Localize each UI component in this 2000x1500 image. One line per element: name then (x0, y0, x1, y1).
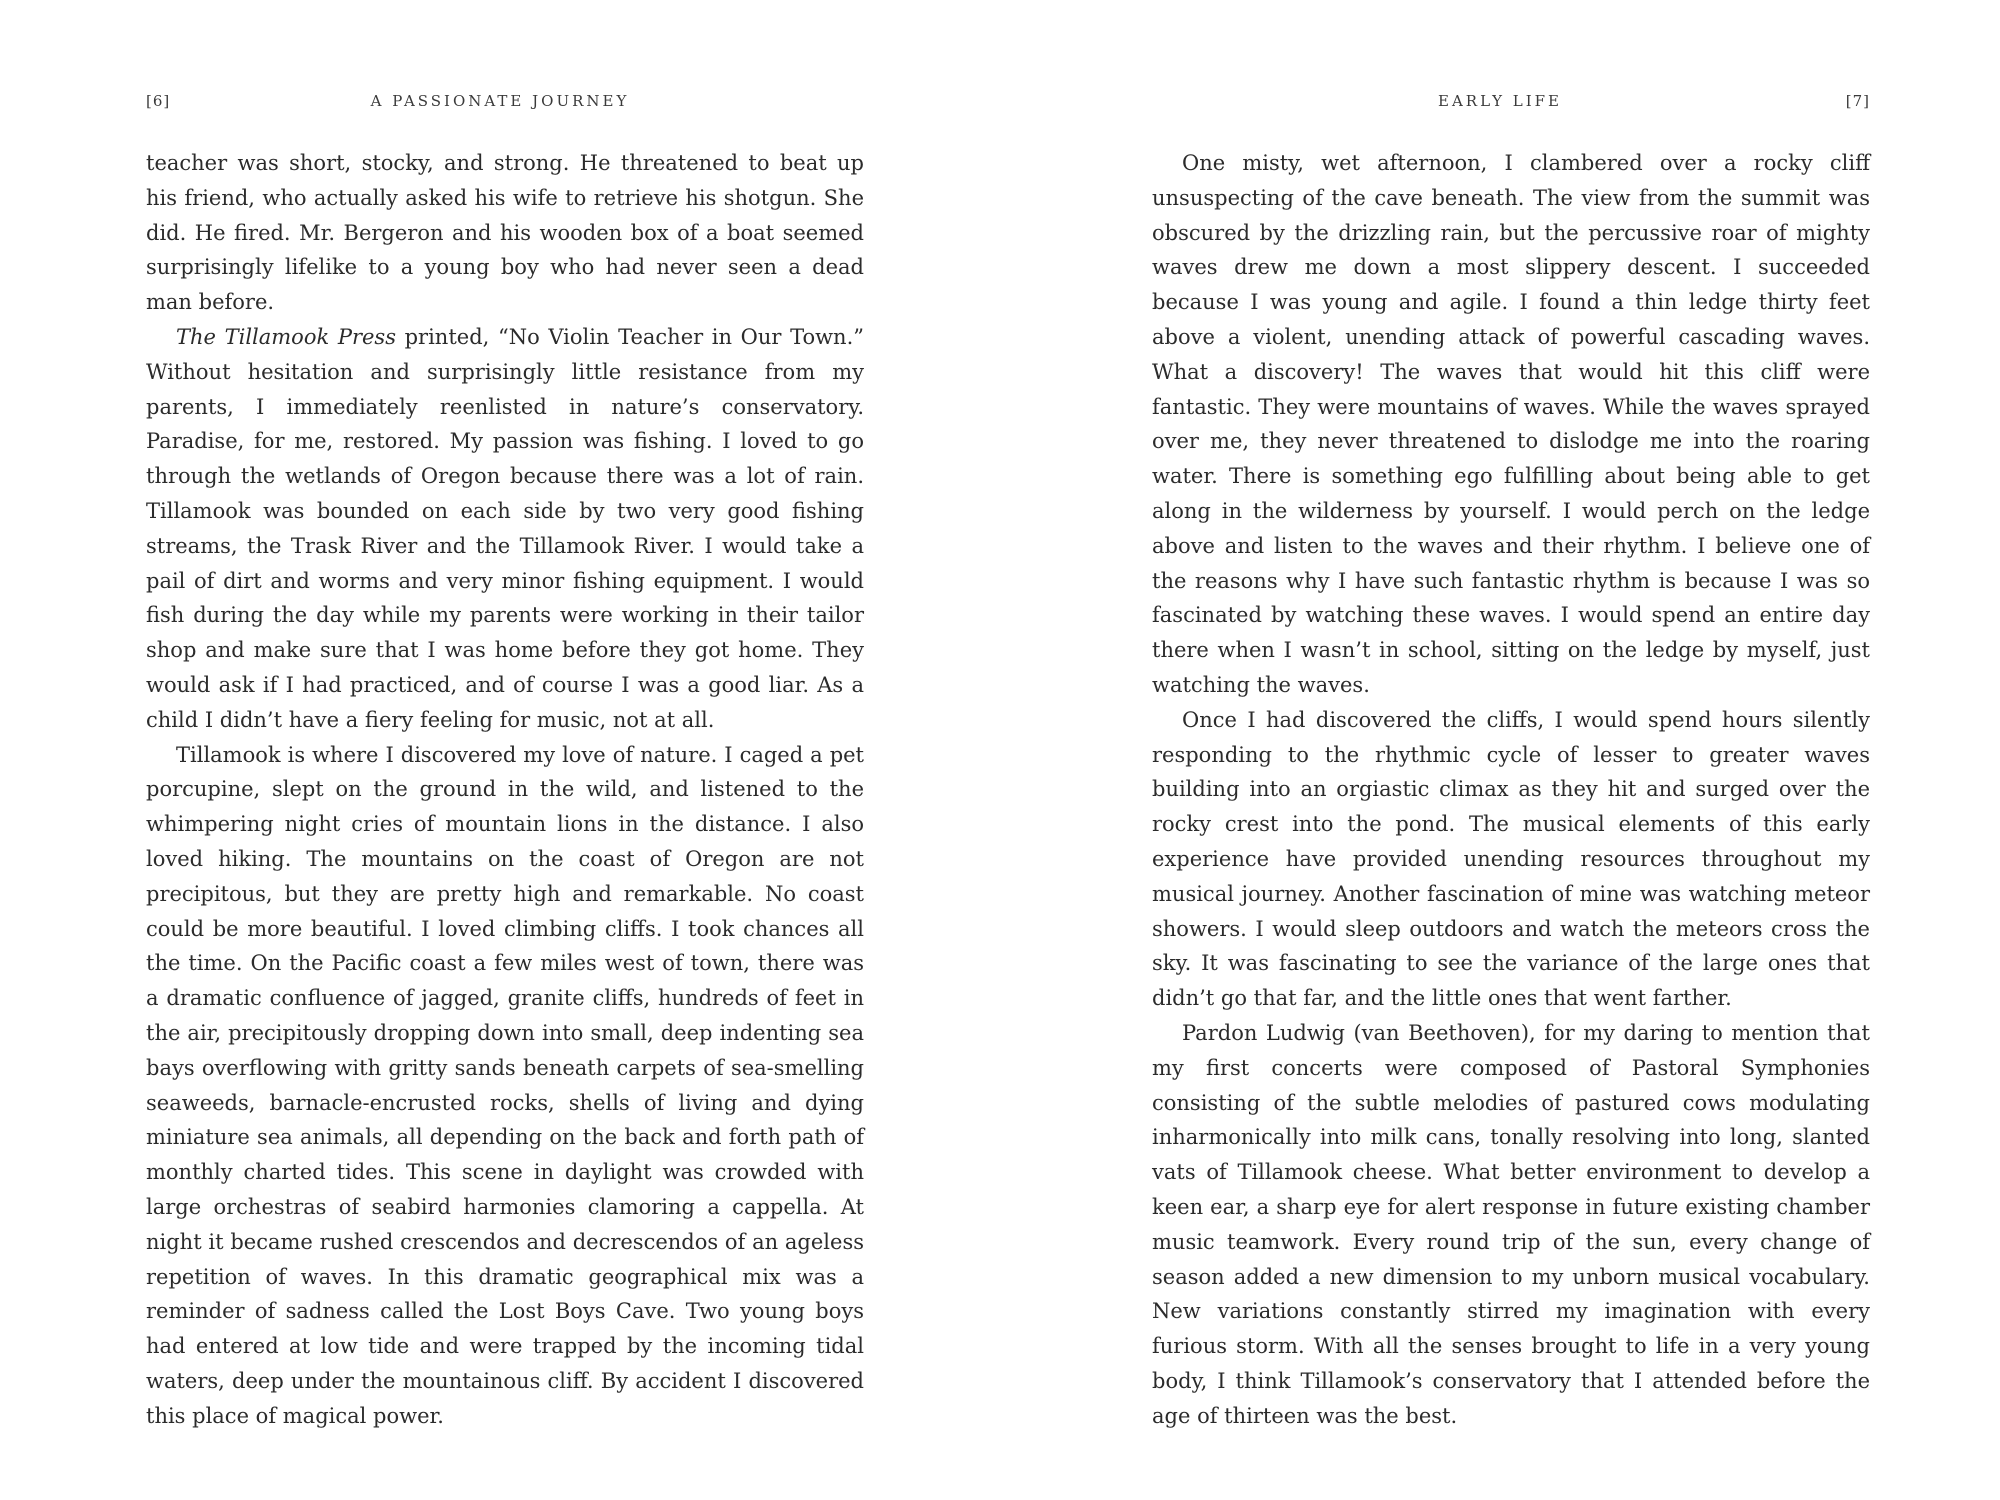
right-page (1000, 0, 2000, 1500)
left-paragraph-2-text: printed, “No Violin Teacher in Our Town.” Without hesitation and surprisingly little resistance from my parents, I immediately reenlisted in nature’s conservatory. Paradise, for me, restored. My passion was fishing. I loved to go through the wetlands of Oregon because there was a lot of rain. Tillamook was bounded on each side by two very good fishing streams, the Trask River and the Tillamook River. I would take a pail of dirt and worms and very minor fishing equipment. I would fish during the day while my parents were working in their tailor shop and make sure that I was home before they got home. They would ask if I had practiced, and of course I was a good liar. As a child I didn’t have a fiery feeling for music, not at all. (146, 324, 864, 732)
left-paragraph-3: Tillamook is where I discovered my love of nature. I caged a pet porcupine, slept on the ground in the wild, and listened to the whimpering night cries of mountain lions in the distance. I also loved hiking. The mountains on the coast of Oregon are not precipitous, but they are pretty high and remarkable. No coast could be more beautiful. I loved climbing cliffs. I took chances all the time. On the Pacific coast a few miles west of town, there was a dramatic confluence of jagged, granite cliffs, hundreds of feet in the air, precipitously dropping down into small, deep indenting sea bays overflowing with gritty sands beneath carpets of sea-smelling seaweeds, barnacle-encrusted rocks, shells of living and dying miniature sea animals, all depending on the back and forth path of monthly charted tides. This scene in daylight was crowded with large orchestras of seabird harmonies clamoring a cappella. At night it became rushed crescendos and decrescendos of an ageless repetition of waves. In this dramatic geographical mix was a reminder of sadness called the Lost Boys Cave. Two young boys had entered at low tide and were trapped by the incoming tidal waters, deep under the mountainous cliff. By accident I discovered this place of magical power. (146, 742, 864, 1428)
left-page-number: [6] (146, 92, 171, 110)
right-running-head: EARLY LIFE (1438, 92, 1562, 110)
left-body-text (146, 146, 864, 1433)
right-paragraph-2: Once I had discovered the cliffs, I would spend hours silently responding to the rhythmic cycle of lesser to greater waves building into an orgiastic climax as they hit and surged over the rocky crest into the pond. The musical elements of this early experience have provided unending resources throughout my musical journey. Another fascination of mine was watching meteor showers. I would sleep outdoors and watch the meteors cross the sky. It was fascinating to see the variance of the large ones that didn’t go that far, and the little ones that went farther. (1152, 707, 1870, 1011)
left-running-head: A PASSIONATE JOURNEY (370, 92, 630, 110)
left-paragraph-1: teacher was short, stocky, and strong. He threatened to beat up his friend, who actually asked his wife to retrieve his shotgun. She did. He fired. Mr. Bergeron and his wooden box of a boat seemed surprisingly lifelike to a young boy who had never seen a dead man before. (146, 151, 864, 315)
right-body-text (1152, 146, 1870, 1433)
right-page-number: [7] (1845, 92, 1870, 110)
right-paragraph-1: One misty, wet afternoon, I clambered over a rocky cliff unsuspecting of the cave beneath. The view from the summit was obscured by the drizzling rain, but the percussive roar of mighty waves drew me down a most slippery descent. I succeeded because I was young and agile. I found a thin ledge thirty feet above a violent, unending attack of powerful cascading waves. What a discovery! The waves that would hit this cliff were fantastic. They were mountains of waves. While the waves sprayed over me, they never threatened to dislodge me into the roaring water. There is something ego fulfilling about being able to get along in the wilderness by yourself. I would perch on the ledge above and listen to the waves and their rhythm. I believe one of the reasons why I have such fantastic rhythm is because I was so fascinated by watching these waves. I would spend an entire day there when I wasn’t in school, sitting on the ledge by myself, just watching the waves. (1152, 151, 1870, 697)
right-paragraph-3: Pardon Ludwig (van Beethoven), for my daring to mention that my first concerts were composed of Pastoral Symphonies consisting of the subtle melodies of pastured cows modulating inharmonically into milk cans, tonally resolving into long, slanted vats of Tillamook cheese. What better environment to develop a keen ear, a sharp eye for alert response in future existing chamber music teamwork. Every round trip of the sun, every change of season added a new dimension to my unborn musical vocabulary. New variations constantly stirred my imagination with every furious storm. With all the senses brought to life in a very young body, I think Tillamook’s conservatory that I attended before the age of thirteen was the best. (1152, 1020, 1870, 1428)
newspaper-title: The Tillamook Press (176, 324, 396, 349)
left-paragraph-2 (146, 320, 864, 738)
